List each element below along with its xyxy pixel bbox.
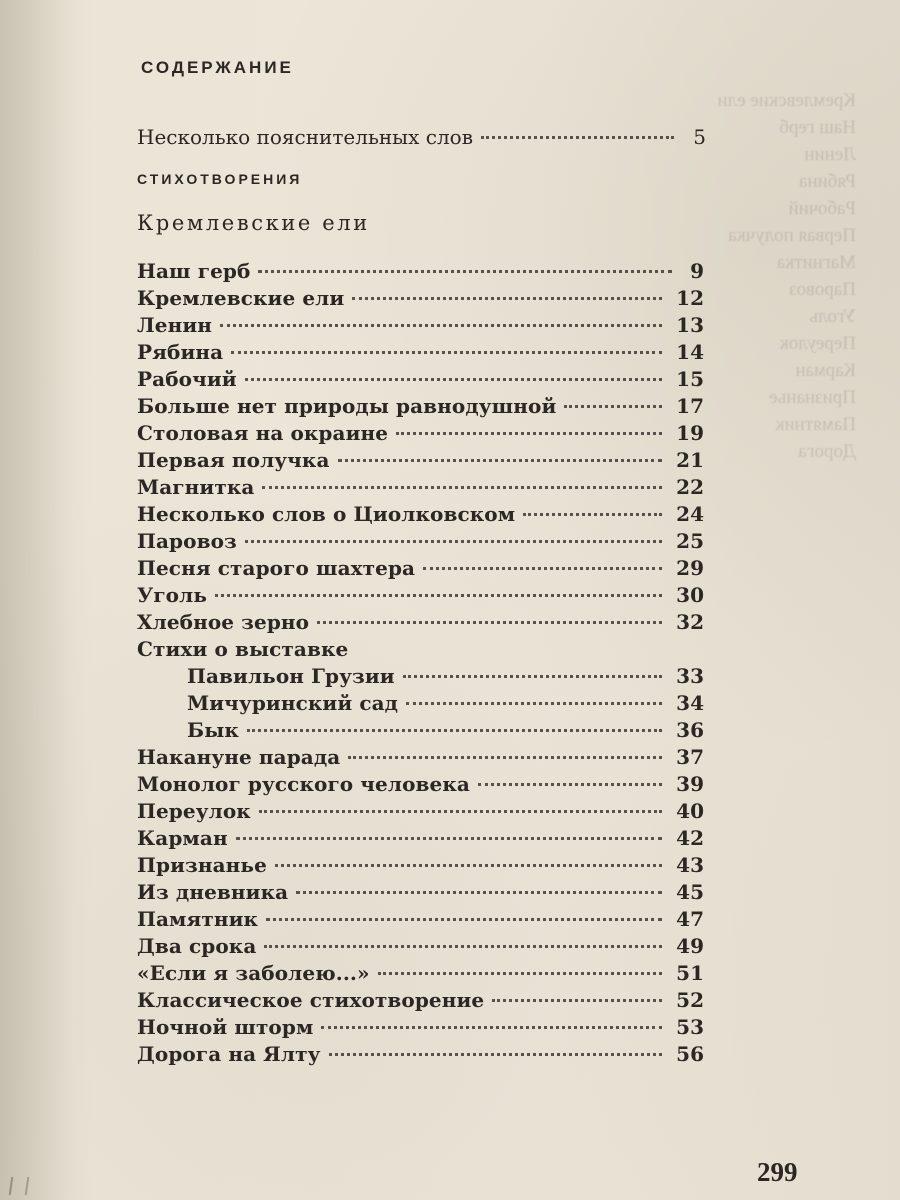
toc-entry-page: 29 [676, 556, 704, 580]
toc-entry-title: Столовая на окраине [137, 421, 389, 445]
toc-entry-title: Хлебное зерно [137, 610, 310, 634]
toc-entry-page: 36 [676, 718, 704, 742]
toc-entry-page: 37 [676, 745, 704, 769]
toc-entry [187, 664, 704, 690]
toc-entry-title: Бык [187, 718, 239, 742]
leader-dots [396, 432, 662, 435]
intro-page-number: 5 [693, 125, 706, 149]
section-label: СТИХОТВОРЕНИЯ [137, 171, 303, 187]
leader-dots [338, 459, 663, 462]
toc-entry-title: Признанье [137, 853, 267, 877]
toc-entry-page: 45 [676, 880, 704, 904]
leader-dots [423, 567, 662, 570]
toc-entry-title: «Если я заболею...» [137, 961, 370, 985]
leader-dots [247, 729, 662, 732]
leader-dots [262, 486, 662, 489]
toc-entry-title: Магнитка [137, 475, 255, 499]
leader-dots [523, 513, 662, 516]
toc-entry-page: 13 [676, 313, 704, 337]
leader-dots [236, 837, 662, 840]
toc-entry-title: Дорога на Ялту [137, 1042, 321, 1066]
toc-entry-page: 34 [676, 691, 704, 715]
toc-entry-page: 25 [676, 529, 704, 553]
toc-entry [137, 502, 704, 528]
toc-entry-title: Ленин [137, 313, 213, 337]
toc-entry [137, 745, 704, 771]
toc-entry [137, 1015, 704, 1041]
leader-dots [259, 810, 662, 813]
toc-entry [137, 313, 704, 339]
toc-entry [137, 853, 704, 879]
toc-entry-page: 30 [676, 583, 704, 607]
leader-dots [215, 594, 662, 597]
toc-entry [137, 880, 704, 906]
leader-dots [275, 864, 662, 867]
toc-entry [137, 988, 704, 1014]
toc-entry-page: 51 [676, 961, 704, 985]
leader-dots [258, 270, 672, 273]
toc-entry-page: 47 [676, 907, 704, 931]
leader-dots [403, 675, 662, 678]
toc-entry-title: Накануне парада [137, 745, 341, 769]
toc-entry-title: Монолог русского человека [137, 772, 470, 796]
toc-entry [137, 934, 704, 960]
leader-dots [321, 1026, 662, 1029]
leader-dots [564, 405, 662, 408]
leader-dots [329, 1053, 663, 1056]
toc-entry [187, 718, 704, 744]
page-edge-mark [9, 1177, 30, 1195]
leader-dots [317, 621, 662, 624]
toc-entry-page: 49 [676, 934, 704, 958]
toc-entry-title: Два срока [137, 934, 257, 958]
leader-dots [348, 756, 662, 759]
contents-heading: СОДЕРЖАНИЕ [141, 58, 294, 77]
toc-entry-title: Рабочий [137, 367, 237, 391]
toc-entry-title: Карман [137, 826, 228, 850]
toc-entry-page: 14 [676, 340, 704, 364]
toc-entry [137, 421, 704, 447]
toc-entry-page: 24 [676, 502, 704, 526]
toc-entry-title: Несколько слов о Циолковском [137, 502, 516, 526]
toc-entry [137, 367, 704, 393]
toc-entry [137, 340, 704, 366]
toc-entry-title: Мичуринский сад [187, 691, 399, 715]
leader-dots [245, 378, 662, 381]
toc-entry-title: Павильон Грузии [187, 664, 395, 688]
toc-entry-page: 40 [676, 799, 704, 823]
toc-entry-page: 42 [676, 826, 704, 850]
toc-entry-page: 17 [676, 394, 704, 418]
toc-entry-page: 52 [676, 988, 704, 1012]
page-number: 299 [757, 1157, 798, 1187]
toc-entry-title: Стихи о выставке [137, 637, 349, 661]
toc-entry [137, 772, 704, 798]
toc-entry [137, 259, 704, 285]
toc-entry-page: 43 [676, 853, 704, 877]
leader-dots [220, 324, 662, 327]
toc-entry-page: 19 [676, 421, 704, 445]
toc-entry-title: Переулок [137, 799, 251, 823]
toc-entry-title: Уголь [137, 583, 208, 607]
toc-entry [137, 529, 704, 555]
leader-dots [264, 945, 662, 948]
toc-entry [137, 448, 704, 474]
toc-entry-title: Первая получка [137, 448, 330, 472]
leader-dots [296, 891, 662, 894]
toc-entry-page: 56 [676, 1042, 704, 1066]
toc-entry-page: 39 [676, 772, 704, 796]
toc-entry-page: 9 [690, 259, 704, 283]
toc-entry [137, 583, 704, 609]
leader-dots [478, 783, 662, 786]
toc-entry-page: 21 [676, 448, 704, 472]
toc-entry-page: 32 [676, 610, 704, 634]
toc-entry [187, 691, 704, 717]
toc-entry [137, 637, 704, 663]
toc-entry-title: Паровоз [137, 529, 237, 553]
toc-entry-page: 33 [676, 664, 704, 688]
toc-entry-title: Кремлевские ели [137, 286, 345, 310]
toc-entry-title: Песня старого шахтера [137, 556, 416, 580]
toc-entry [137, 961, 704, 987]
toc-entry-title: Больше нет природы равнодушной [137, 394, 557, 418]
bleed-through-text: Кремлевские ели Наш герб Ленин Рябина Рабочий Первая получка Магнитка Паровоз Уголь Переулок Карман Признанье Памятник Дорога [717, 90, 856, 462]
toc-entry [137, 826, 704, 852]
toc-entry [137, 286, 704, 312]
toc-entry-page: 53 [676, 1015, 704, 1039]
leader-dots [406, 702, 662, 705]
toc-entry [137, 1042, 704, 1068]
toc-entry [137, 475, 704, 501]
leader-dots [492, 999, 662, 1002]
leader-dots [231, 351, 662, 354]
toc-entry [137, 799, 704, 825]
toc-entry-title: Рябина [137, 340, 224, 364]
toc-entry-title: Памятник [137, 907, 259, 931]
toc-entry-page: 22 [676, 475, 704, 499]
toc-entry [137, 394, 704, 420]
toc-entry-title: Классическое стихотворение [137, 988, 485, 1012]
toc-entry-title: Ночной шторм [137, 1015, 314, 1039]
toc-entry-page: 15 [676, 367, 704, 391]
leader-dots [378, 972, 663, 975]
intro-title: Несколько пояснительных слов [137, 125, 473, 149]
toc-entry-page: 12 [676, 286, 704, 310]
leader-dots [352, 297, 662, 300]
leader-dots [266, 918, 662, 921]
subsection-title: Кремлевские ели [137, 211, 370, 235]
toc-entry [137, 556, 704, 582]
toc-entry [137, 610, 704, 636]
toc-entry [137, 907, 704, 933]
toc-entry-title: Из дневника [137, 880, 289, 904]
leader-dots [245, 540, 662, 543]
toc-entry-title: Наш герб [137, 259, 251, 283]
